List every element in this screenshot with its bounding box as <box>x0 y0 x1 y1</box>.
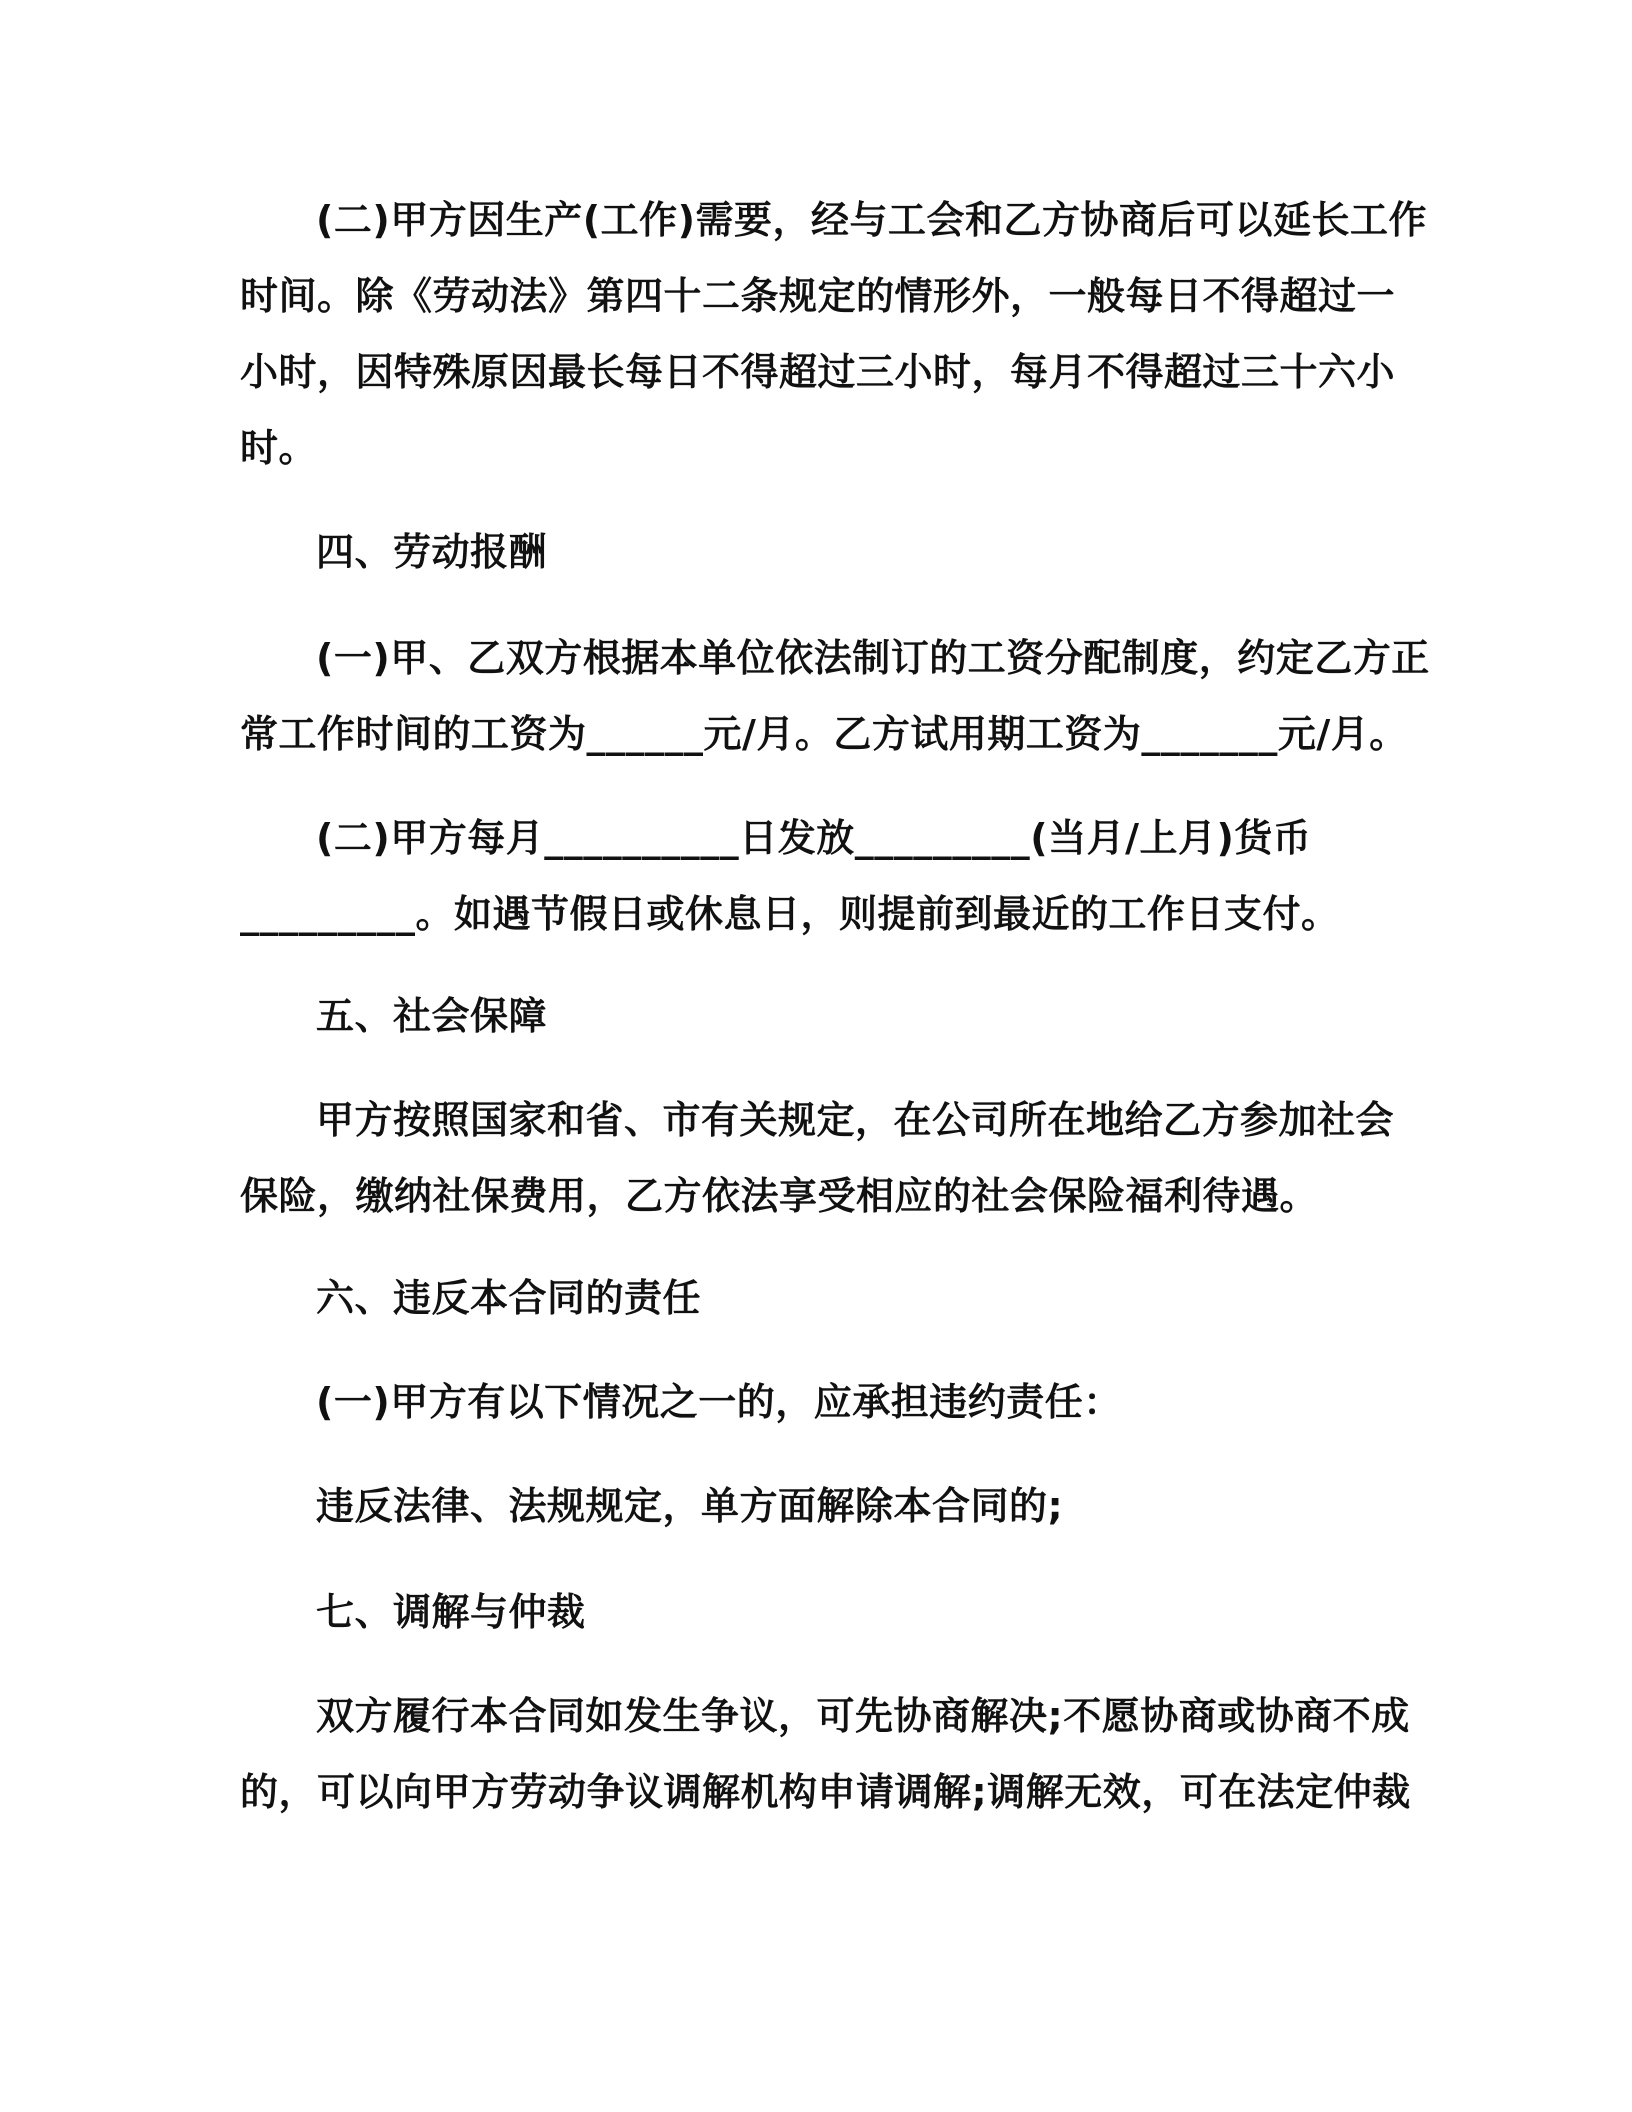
paragraph-social-line-1: 甲方按照国家和省、市有关规定，在公司所在地给乙方参加社会 <box>316 1098 1395 1142</box>
paragraph-payday-line-2: _________。如遇节假日或休息日，则提前到最近的工作日支付。 <box>240 892 1340 936</box>
paragraph-liability: (一)甲方有以下情况之一的，应承担违约责任： <box>316 1380 1122 1424</box>
paragraph-violation: 违反法律、法规规定，单方面解除本合同的; <box>316 1484 1064 1528</box>
section-heading-liability: 六、违反本合同的责任 <box>316 1276 702 1320</box>
section-heading-mediation: 七、调解与仲裁 <box>316 1590 586 1634</box>
section-heading-social-security: 五、社会保障 <box>316 994 548 1038</box>
paragraph-overtime-line-3: 小时，因特殊原因最长每日不得超过三小时，每月不得超过三十六小 <box>240 350 1396 394</box>
paragraph-wage-line-1: (一)甲、乙双方根据本单位依法制订的工资分配制度，约定乙方正 <box>316 636 1430 680</box>
section-heading-remuneration: 四、劳动报酬 <box>316 530 548 574</box>
paragraph-overtime-line-1: (二)甲方因生产(工作)需要，经与工会和乙方协商后可以延长工作 <box>316 198 1427 242</box>
paragraph-social-line-2: 保险，缴纳社保费用，乙方依法享受相应的社会保险福利待遇。 <box>240 1174 1319 1218</box>
paragraph-overtime-line-4: 时。 <box>240 426 318 470</box>
paragraph-wage-line-2: 常工作时间的工资为______元/月。乙方试用期工资为_______元/月。 <box>240 712 1408 756</box>
paragraph-overtime-line-2: 时间。除《劳动法》第四十二条规定的情形外，一般每日不得超过一 <box>240 274 1396 318</box>
paragraph-payday-line-1: (二)甲方每月__________日发放_________(当月/上月)货币 <box>316 816 1312 860</box>
paragraph-mediation-line-1: 双方履行本合同如发生争议，可先协商解决;不愿协商或协商不成 <box>316 1694 1410 1738</box>
paragraph-mediation-line-2: 的，可以向甲方劳动争议调解机构申请调解;调解无效，可在法定仲裁 <box>240 1770 1411 1814</box>
